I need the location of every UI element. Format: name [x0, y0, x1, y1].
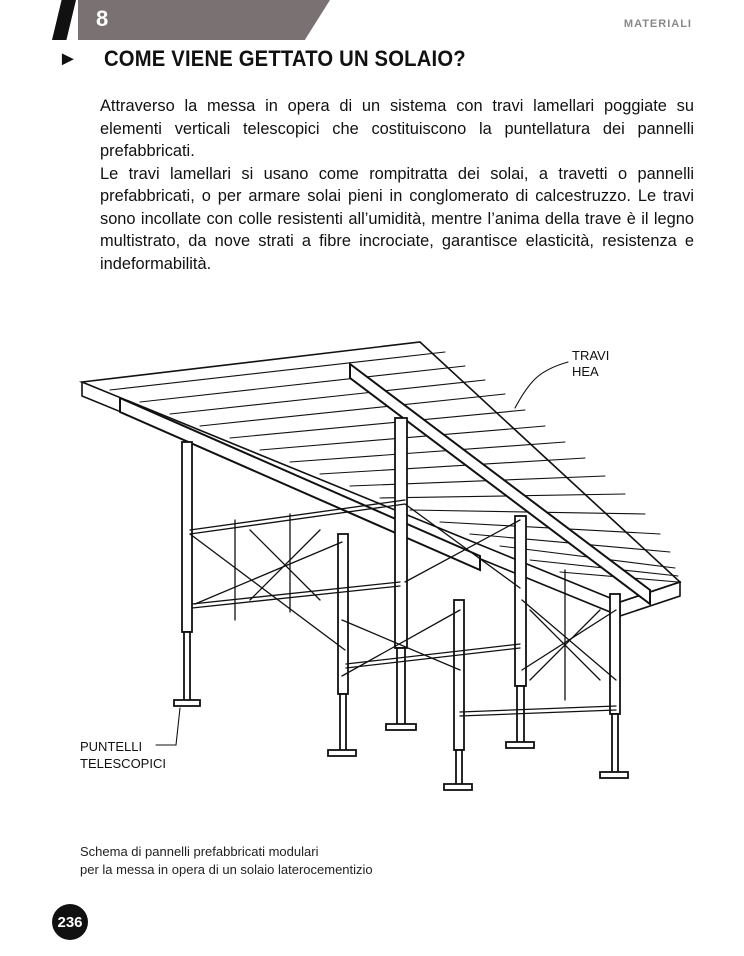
- label-travi-line1: TRAVI: [572, 348, 610, 363]
- title-arrow-icon: ►: [58, 47, 78, 70]
- label-travi-hea: [572, 348, 609, 380]
- body-text: [100, 95, 694, 275]
- label-puntelli-line2: TELESCOPICI: [80, 756, 166, 771]
- section-label: MATERIALI: [623, 18, 692, 30]
- figure-caption: [80, 843, 373, 879]
- label-travi-line2: HEA: [572, 364, 599, 379]
- chapter-number: 8: [96, 6, 109, 31]
- section-title: [58, 46, 497, 72]
- chapter-band: [78, 0, 330, 40]
- body-paragraph-1: Attraverso la messa in opera di un sistema con travi lamellari poggiate su elementi verticali telescopici che costituiscono la puntellatura dei pannelli prefabbricati.: [100, 97, 694, 160]
- page-number: 236: [52, 904, 88, 940]
- title-text: COME VIENE GETTATO UN SOLAIO?: [103, 46, 466, 71]
- caption-line1: Schema di pannelli prefabbricati modulari: [80, 844, 319, 859]
- caption-line2: per la messa in opera di un solaio laterocementizio: [80, 862, 373, 877]
- label-puntelli-telescopici: [80, 738, 166, 772]
- body-paragraph-2: Le travi lamellari si usano come rompitratta dei solai, a travetti o pannelli prefabbricati, o per armare solai pieni in conglomerato di calcestruzzo. Le travi sono incollate con colle resistenti all’umidità, mentre l’anima della trave è il legno multistrato, da nove strati a fibre incrociate, garantisce elasticità, resistenza e indeformabilità.: [100, 164, 694, 273]
- chapter-slash-decoration: [52, 0, 76, 40]
- label-puntelli-line1: PUNTELLI: [80, 739, 143, 754]
